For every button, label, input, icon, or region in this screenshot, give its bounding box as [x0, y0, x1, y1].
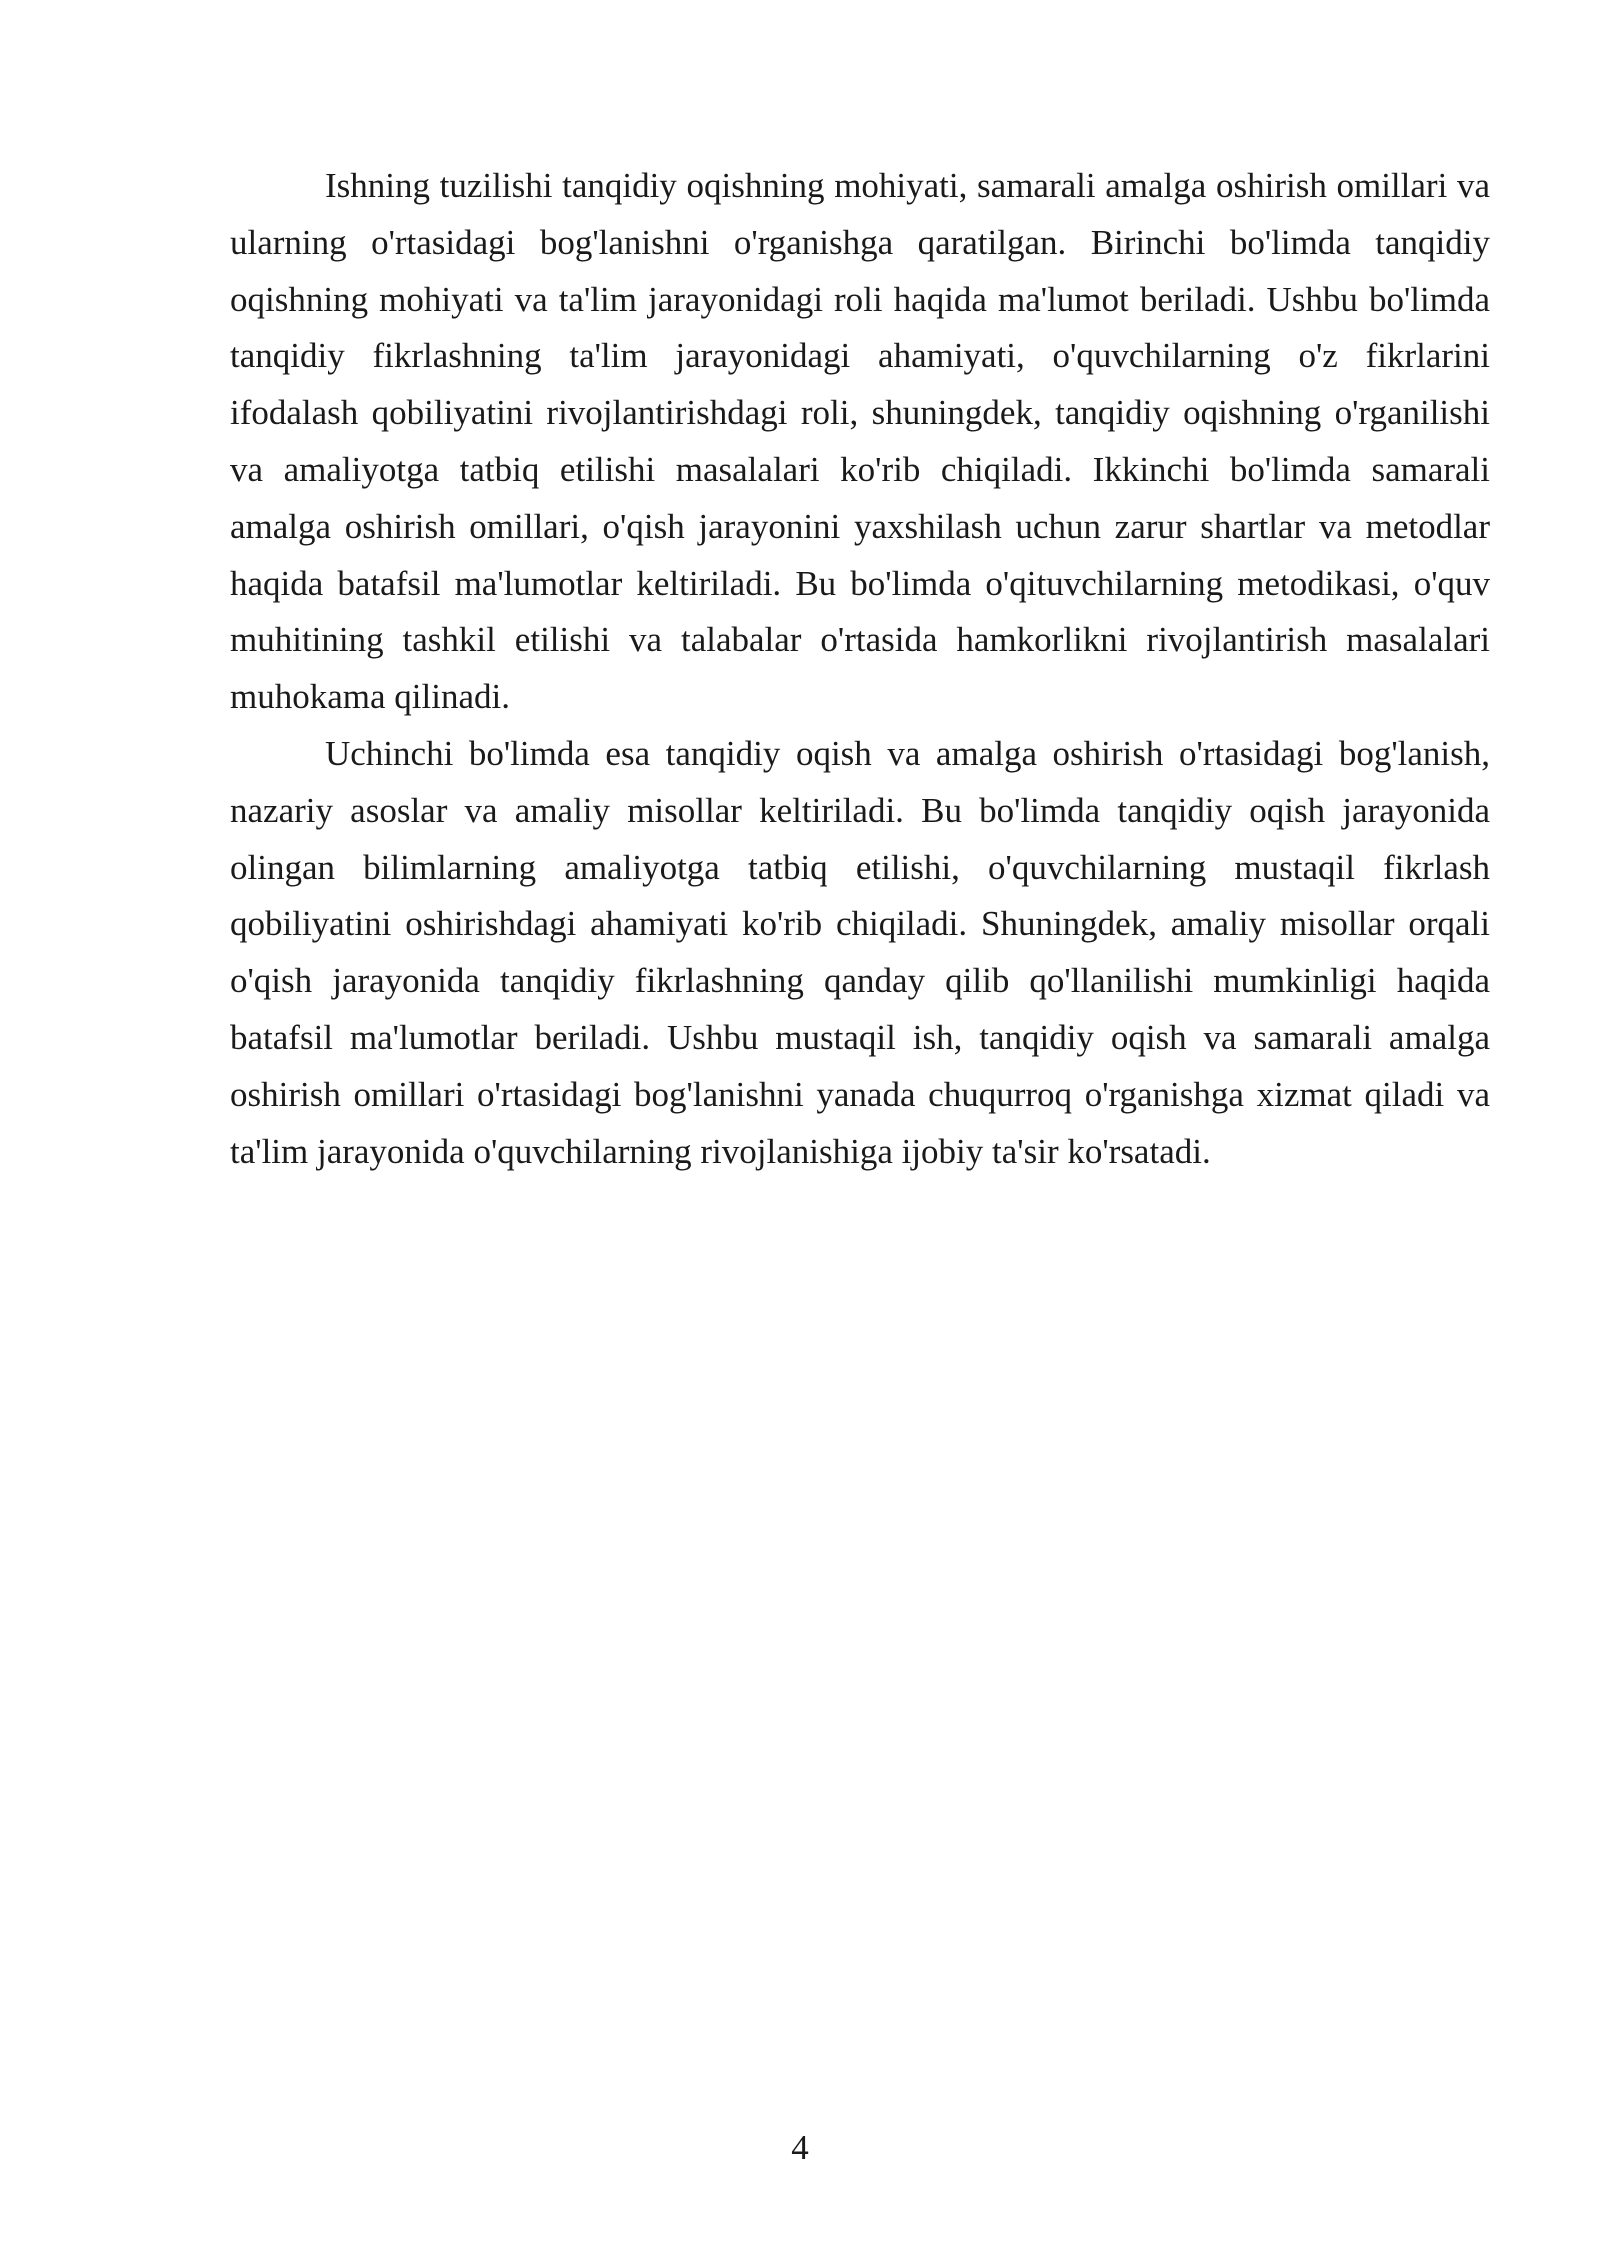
- paragraph-2: Uchinchi bo'limda esa tanqidiy oqish va amalga oshirish o'rtasidagi bog'lanish, nazariy asoslar va amaliy misollar keltiriladi. Bu bo'limda tanqidiy oqish jarayonida olingan bilimlarning amaliyotga tatbiq etilishi, o'quvchilarning mustaqil fikrlash qobiliyatini oshirishdagi ahamiyati ko'rib chiqiladi. Shuningdek, amaliy misollar orqali o'qish jarayonida tanqidiy fikrlashning qanday qilib qo'llanilishi mumkinligi haqida batafsil ma'lumotlar beriladi. Ushbu mustaqil ish, tanqidiy oqish va samarali amalga oshirish omillari o'rtasidagi bog'lanishni yanada chuqurroq o'rganishga xizmat qiladi va ta'lim jarayonida o'quvchilarning rivojlanishiga ijobiy ta'sir ko'rsatadi.: [230, 733, 1490, 1171]
- page-number: 4: [791, 2128, 809, 2167]
- body-text: [230, 158, 1490, 1180]
- paragraph-1: Ishning tuzilishi tanqidiy oqishning mohiyati, samarali amalga oshirish omillari va ularning o'rtasidagi bog'lanishni o'rganishga qaratilgan. Birinchi bo'limda tanqidiy oqishning mohiyati va ta'lim jarayonidagi roli haqida ma'lumot beriladi. Ushbu bo'limda tanqidiy fikrlashning ta'lim jarayonidagi ahamiyati, o'quvchilarning o'z fikrlarini ifodalash qobiliyatini rivojlantirishdagi roli, shuningdek, tanqidiy oqishning o'rganilishi va amaliyotga tatbiq etilishi masalalari ko'rib chiqiladi. Ikkinchi bo'limda samarali amalga oshirish omillari, o'qish jarayonini yaxshilash uchun zarur shartlar va metodlar haqida batafsil ma'lumotlar keltiriladi. Bu bo'limda o'qituvchilarning metodikasi, o'quv muhitining tashkil etilishi va talabalar o'rtasida hamkorlikni rivojlantirish masalalari muhokama qilinadi.: [230, 166, 1490, 717]
